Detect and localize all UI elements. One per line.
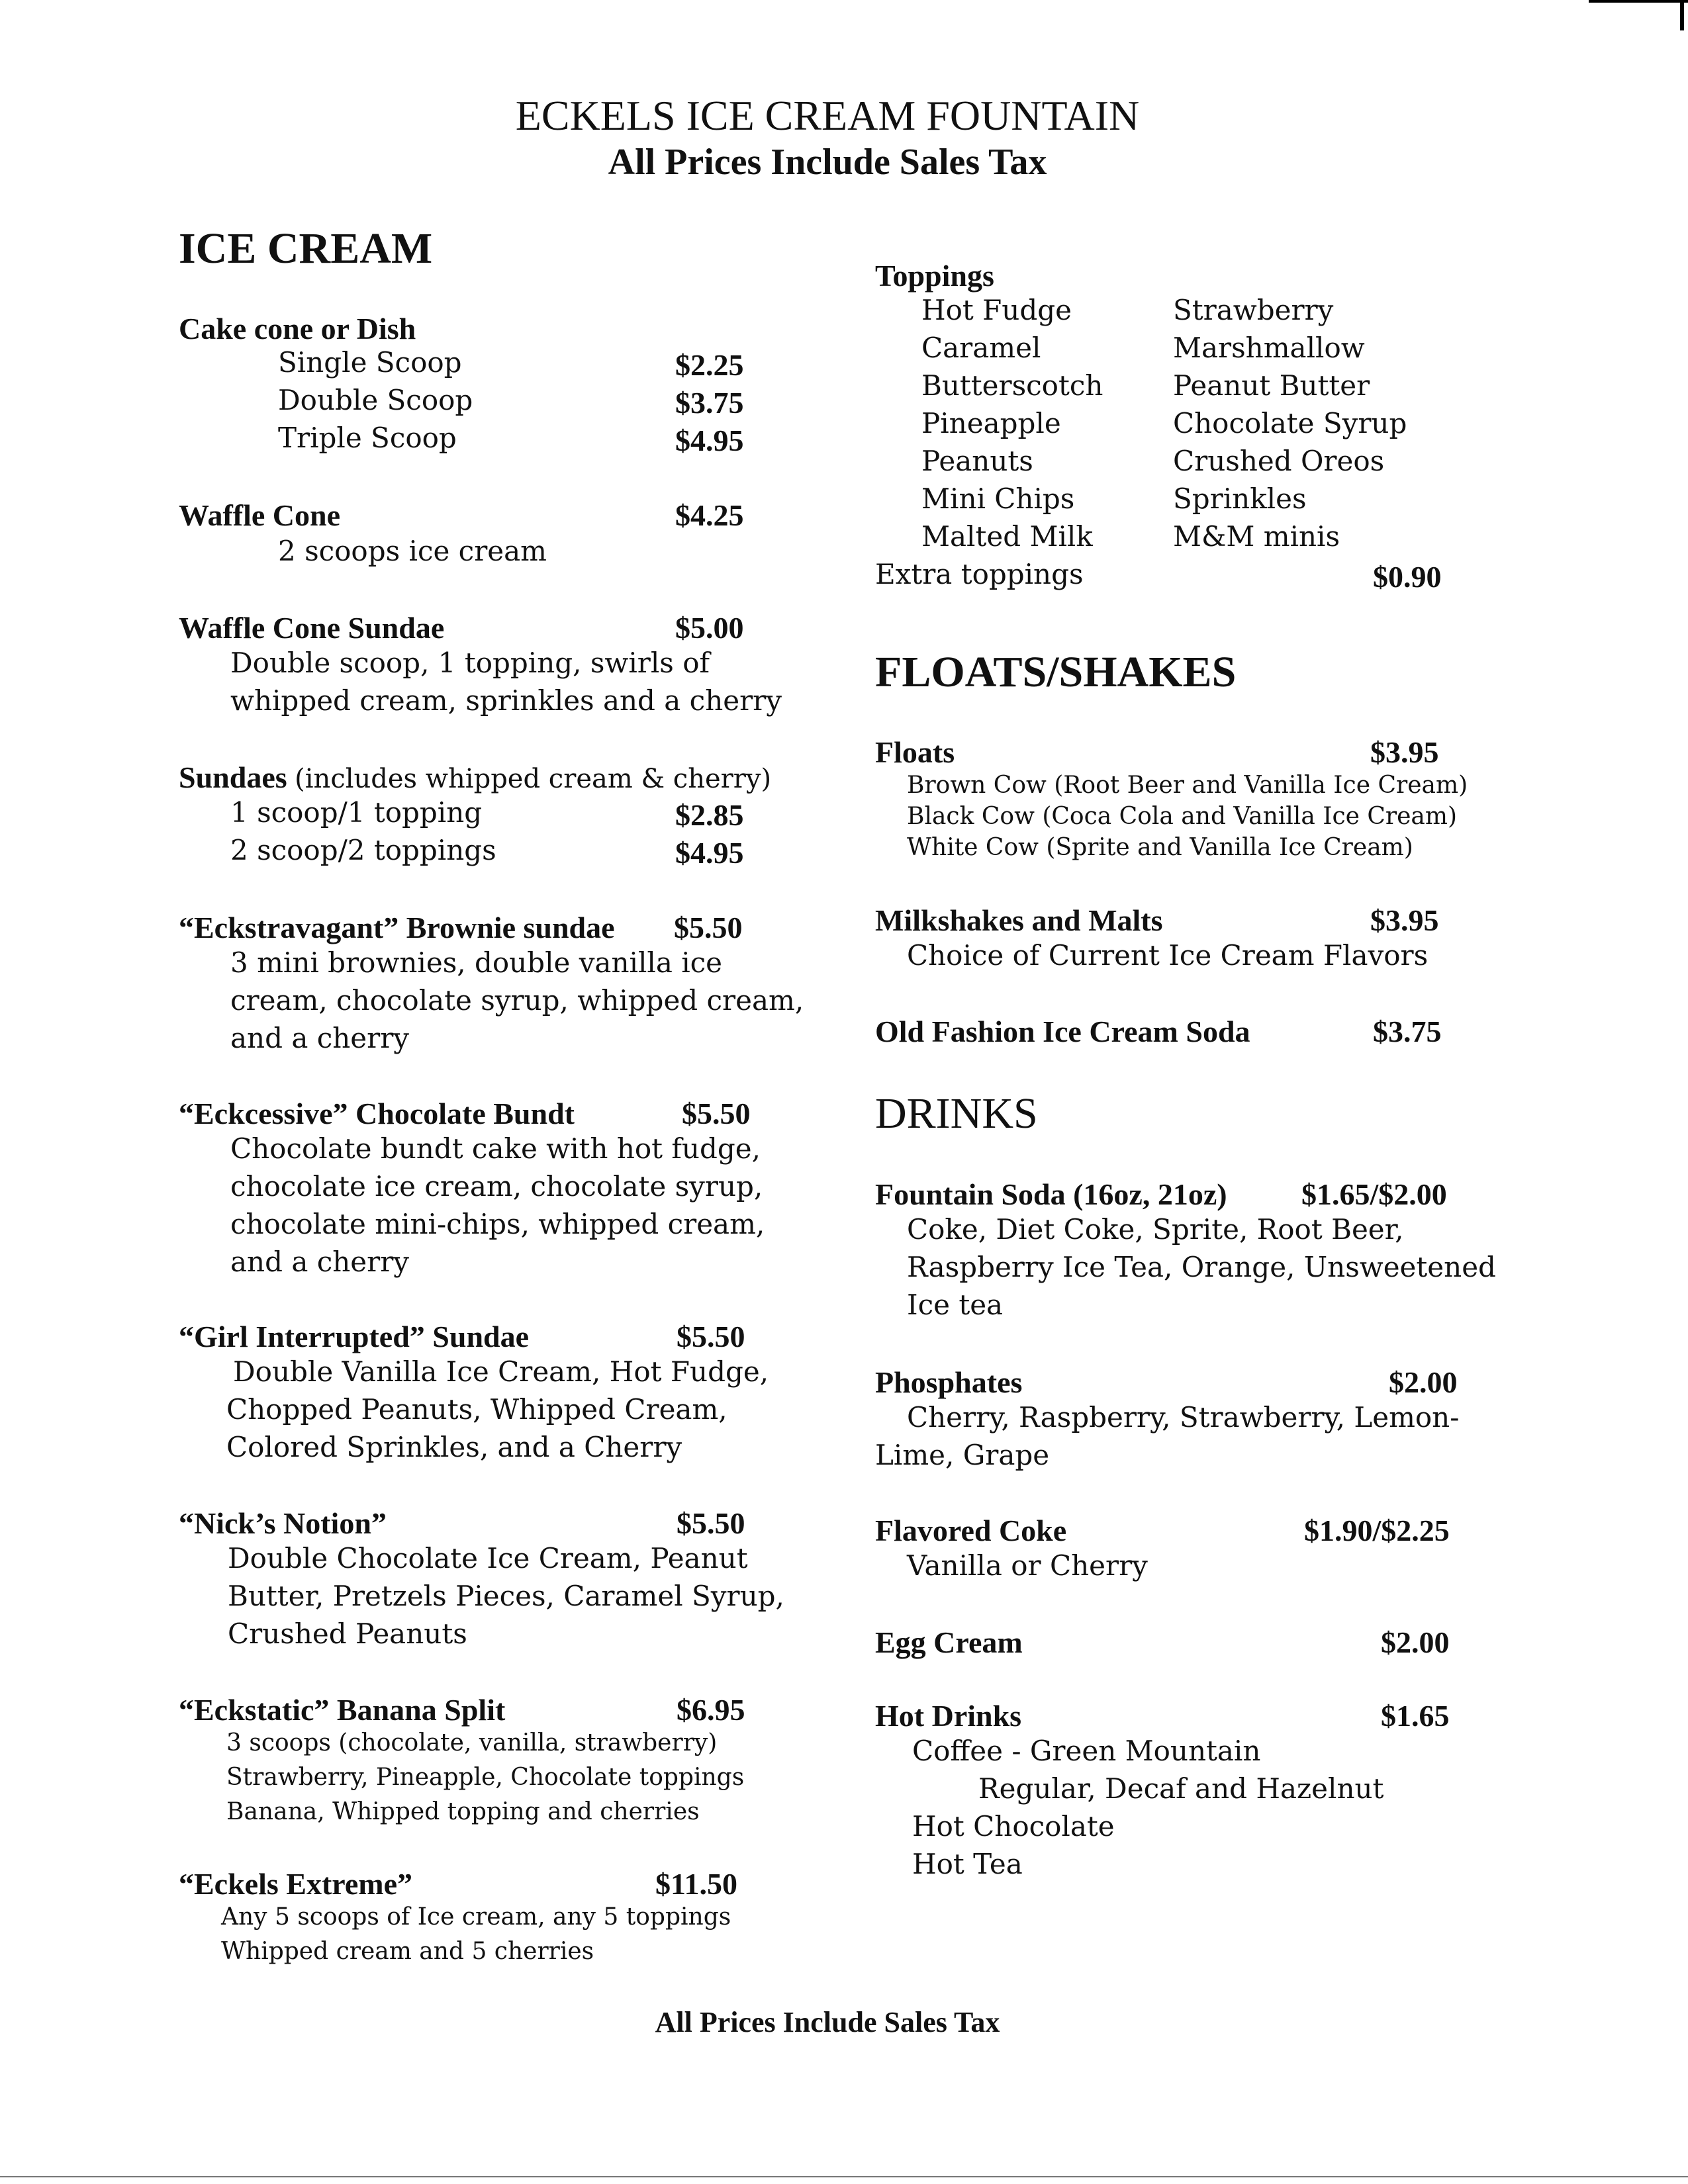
fountain-soda-desc: Raspberry Ice Tea, Orange, Unsweetened <box>907 1251 1496 1283</box>
milkshakes-desc: Choice of Current Ice Cream Flavors <box>907 939 1429 972</box>
hot-drinks-desc: Hot Chocolate <box>912 1810 1115 1843</box>
bundt-desc: Chocolate bundt cake with hot fudge, <box>230 1132 761 1165</box>
waffle-sundae-name: Waffle Cone Sundae <box>179 611 445 645</box>
nicks-notion-desc: Double Chocolate Ice Cream, Peanut <box>228 1542 748 1574</box>
hot-drinks-price: $1.65 <box>1381 1699 1450 1733</box>
girl-interrupted-desc: Colored Sprinkles, and a Cherry <box>226 1431 682 1463</box>
brownie-name: “Eckstravagant” Brownie sundae <box>179 911 615 944</box>
eckels-extreme-price: $11.50 <box>655 1867 737 1901</box>
topping-item: Chocolate Syrup <box>1173 407 1407 439</box>
double-scoop-label: Double Scoop <box>278 384 473 416</box>
waffle-sundae-price: $5.00 <box>675 611 744 645</box>
fountain-soda-desc: Ice tea <box>907 1289 1004 1321</box>
waffle-cone-desc: 2 scoops ice cream <box>278 535 547 567</box>
nicks-notion-desc: Crushed Peanuts <box>228 1617 467 1650</box>
scan-edge-mark <box>1680 0 1684 30</box>
triple-scoop-price: $4.95 <box>675 424 744 457</box>
girl-interrupted-name: “Girl Interrupted” Sundae <box>179 1320 530 1353</box>
extra-toppings-label: Extra toppings <box>875 558 1084 590</box>
fountain-soda-price: $1.65/$2.00 <box>1301 1177 1447 1211</box>
banana-split-desc: Banana, Whipped topping and cherries <box>226 1798 700 1825</box>
milkshakes-price: $3.95 <box>1370 903 1439 937</box>
hot-drinks-desc: Hot Tea <box>912 1848 1023 1880</box>
topping-item: Malted Milk <box>921 520 1093 553</box>
topping-item: Peanuts <box>921 445 1033 477</box>
phosphates-desc: Lime, Grape <box>875 1439 1050 1471</box>
flavored-coke-price: $1.90/$2.25 <box>1304 1514 1450 1547</box>
topping-item: Peanut Butter <box>1173 369 1370 402</box>
sundae-2-label: 2 scoop/2 toppings <box>230 834 496 866</box>
phosphates-name: Phosphates <box>875 1365 1023 1399</box>
floats-desc: Brown Cow (Root Beer and Vanilla Ice Cream) <box>907 772 1468 799</box>
fountain-soda-name: Fountain Soda (16oz, 21oz) <box>875 1177 1227 1211</box>
banana-split-desc: 3 scoops (chocolate, vanilla, strawberry) <box>226 1729 718 1756</box>
flavored-coke-name: Flavored Coke <box>875 1514 1067 1547</box>
toppings-heading: Toppings <box>875 259 994 293</box>
sundaes-name-text: Sundaes <box>179 760 287 794</box>
sundae-1-label: 1 scoop/1 topping <box>230 796 483 829</box>
egg-cream-name: Egg Cream <box>875 1625 1023 1659</box>
extra-toppings-price: $0.90 <box>1373 560 1442 594</box>
scan-bottom-line <box>0 2176 1688 2177</box>
nicks-notion-desc: Butter, Pretzels Pieces, Caramel Syrup, <box>228 1580 784 1612</box>
banana-split-name: “Eckstatic” Banana Split <box>179 1693 506 1727</box>
hot-drinks-desc: Regular, Decaf and Hazelnut <box>978 1772 1384 1805</box>
single-scoop-label: Single Scoop <box>278 346 462 379</box>
floats-desc: White Cow (Sprite and Vanilla Ice Cream) <box>907 834 1413 861</box>
bundt-desc: chocolate ice cream, chocolate syrup, <box>230 1170 763 1203</box>
topping-item: M&M minis <box>1173 520 1340 553</box>
banana-split-desc: Strawberry, Pineapple, Chocolate toppings <box>226 1764 745 1791</box>
bundt-name: “Eckcessive” Chocolate Bundt <box>179 1097 575 1130</box>
page-subtitle: All Prices Include Sales Tax <box>608 142 1047 183</box>
phosphates-desc: Cherry, Raspberry, Strawberry, Lemon- <box>907 1401 1460 1433</box>
ice-cream-soda-name: Old Fashion Ice Cream Soda <box>875 1015 1250 1048</box>
waffle-cone-price: $4.25 <box>675 498 744 532</box>
ice-cream-soda-price: $3.75 <box>1373 1015 1442 1048</box>
eckels-extreme-desc: Any 5 scoops of Ice cream, any 5 toppings <box>221 1903 731 1931</box>
page-title: ECKELS ICE CREAM FOUNTAIN <box>515 92 1140 139</box>
floats-desc: Black Cow (Coca Cola and Vanilla Ice Cream) <box>907 803 1458 830</box>
nicks-notion-name: “Nick’s Notion” <box>179 1506 387 1540</box>
single-scoop-price: $2.25 <box>675 348 744 382</box>
hot-drinks-name: Hot Drinks <box>875 1699 1022 1733</box>
sundae-2-price: $4.95 <box>675 836 744 870</box>
sundae-1-price: $2.85 <box>675 798 744 832</box>
girl-interrupted-desc: Double Vanilla Ice Cream, Hot Fudge, <box>233 1355 769 1388</box>
topping-item: Sprinkles <box>1173 482 1307 515</box>
topping-item: Caramel <box>921 332 1041 364</box>
triple-scoop-label: Triple Scoop <box>278 422 457 454</box>
ice-cream-heading: ICE CREAM <box>179 224 433 273</box>
sundaes-name <box>179 760 771 795</box>
drinks-heading: DRINKS <box>875 1089 1038 1138</box>
fountain-soda-desc: Coke, Diet Coke, Sprite, Root Beer, <box>907 1213 1404 1246</box>
egg-cream-price: $2.00 <box>1381 1625 1450 1659</box>
floats-shakes-heading: FLOATS/SHAKES <box>875 648 1237 696</box>
topping-item: Butterscotch <box>921 369 1103 402</box>
bundt-price: $5.50 <box>682 1097 751 1130</box>
floats-name: Floats <box>875 735 955 769</box>
topping-item: Crushed Oreos <box>1173 445 1385 477</box>
phosphates-price: $2.00 <box>1389 1365 1458 1399</box>
girl-interrupted-desc: Chopped Peanuts, Whipped Cream, <box>226 1393 727 1426</box>
girl-interrupted-price: $5.50 <box>677 1320 745 1353</box>
waffle-sundae-desc: whipped cream, sprinkles and a cherry <box>230 684 782 717</box>
bundt-desc: chocolate mini-chips, whipped cream, <box>230 1208 765 1240</box>
brownie-desc: cream, chocolate syrup, whipped cream, <box>230 984 804 1017</box>
topping-item: Marshmallow <box>1173 332 1365 364</box>
bundt-desc: and a cherry <box>230 1246 410 1278</box>
topping-item: Hot Fudge <box>921 294 1072 326</box>
double-scoop-price: $3.75 <box>675 386 744 420</box>
brownie-desc: and a cherry <box>230 1022 410 1054</box>
brownie-price: $5.50 <box>674 911 743 944</box>
floats-price: $3.95 <box>1370 735 1439 769</box>
topping-item: Strawberry <box>1173 294 1334 326</box>
hot-drinks-desc: Coffee - Green Mountain <box>912 1735 1261 1767</box>
cake-cone-name: Cake cone or Dish <box>179 312 416 345</box>
banana-split-price: $6.95 <box>677 1693 745 1727</box>
waffle-cone-name: Waffle Cone <box>179 498 341 532</box>
brownie-desc: 3 mini brownies, double vanilla ice <box>230 946 723 979</box>
footer-note: All Prices Include Sales Tax <box>655 2006 1000 2038</box>
eckels-extreme-desc: Whipped cream and 5 cherries <box>221 1938 594 1965</box>
nicks-notion-price: $5.50 <box>677 1506 745 1540</box>
sundaes-note: (includes whipped cream & cherry) <box>295 764 772 794</box>
topping-item: Pineapple <box>921 407 1061 439</box>
waffle-sundae-desc: Double scoop, 1 topping, swirls of <box>230 647 710 679</box>
milkshakes-name: Milkshakes and Malts <box>875 903 1163 937</box>
scan-edge-mark <box>1589 0 1688 3</box>
topping-item: Mini Chips <box>921 482 1075 515</box>
eckels-extreme-name: “Eckels Extreme” <box>179 1867 413 1901</box>
flavored-coke-desc: Vanilla or Cherry <box>907 1549 1148 1582</box>
